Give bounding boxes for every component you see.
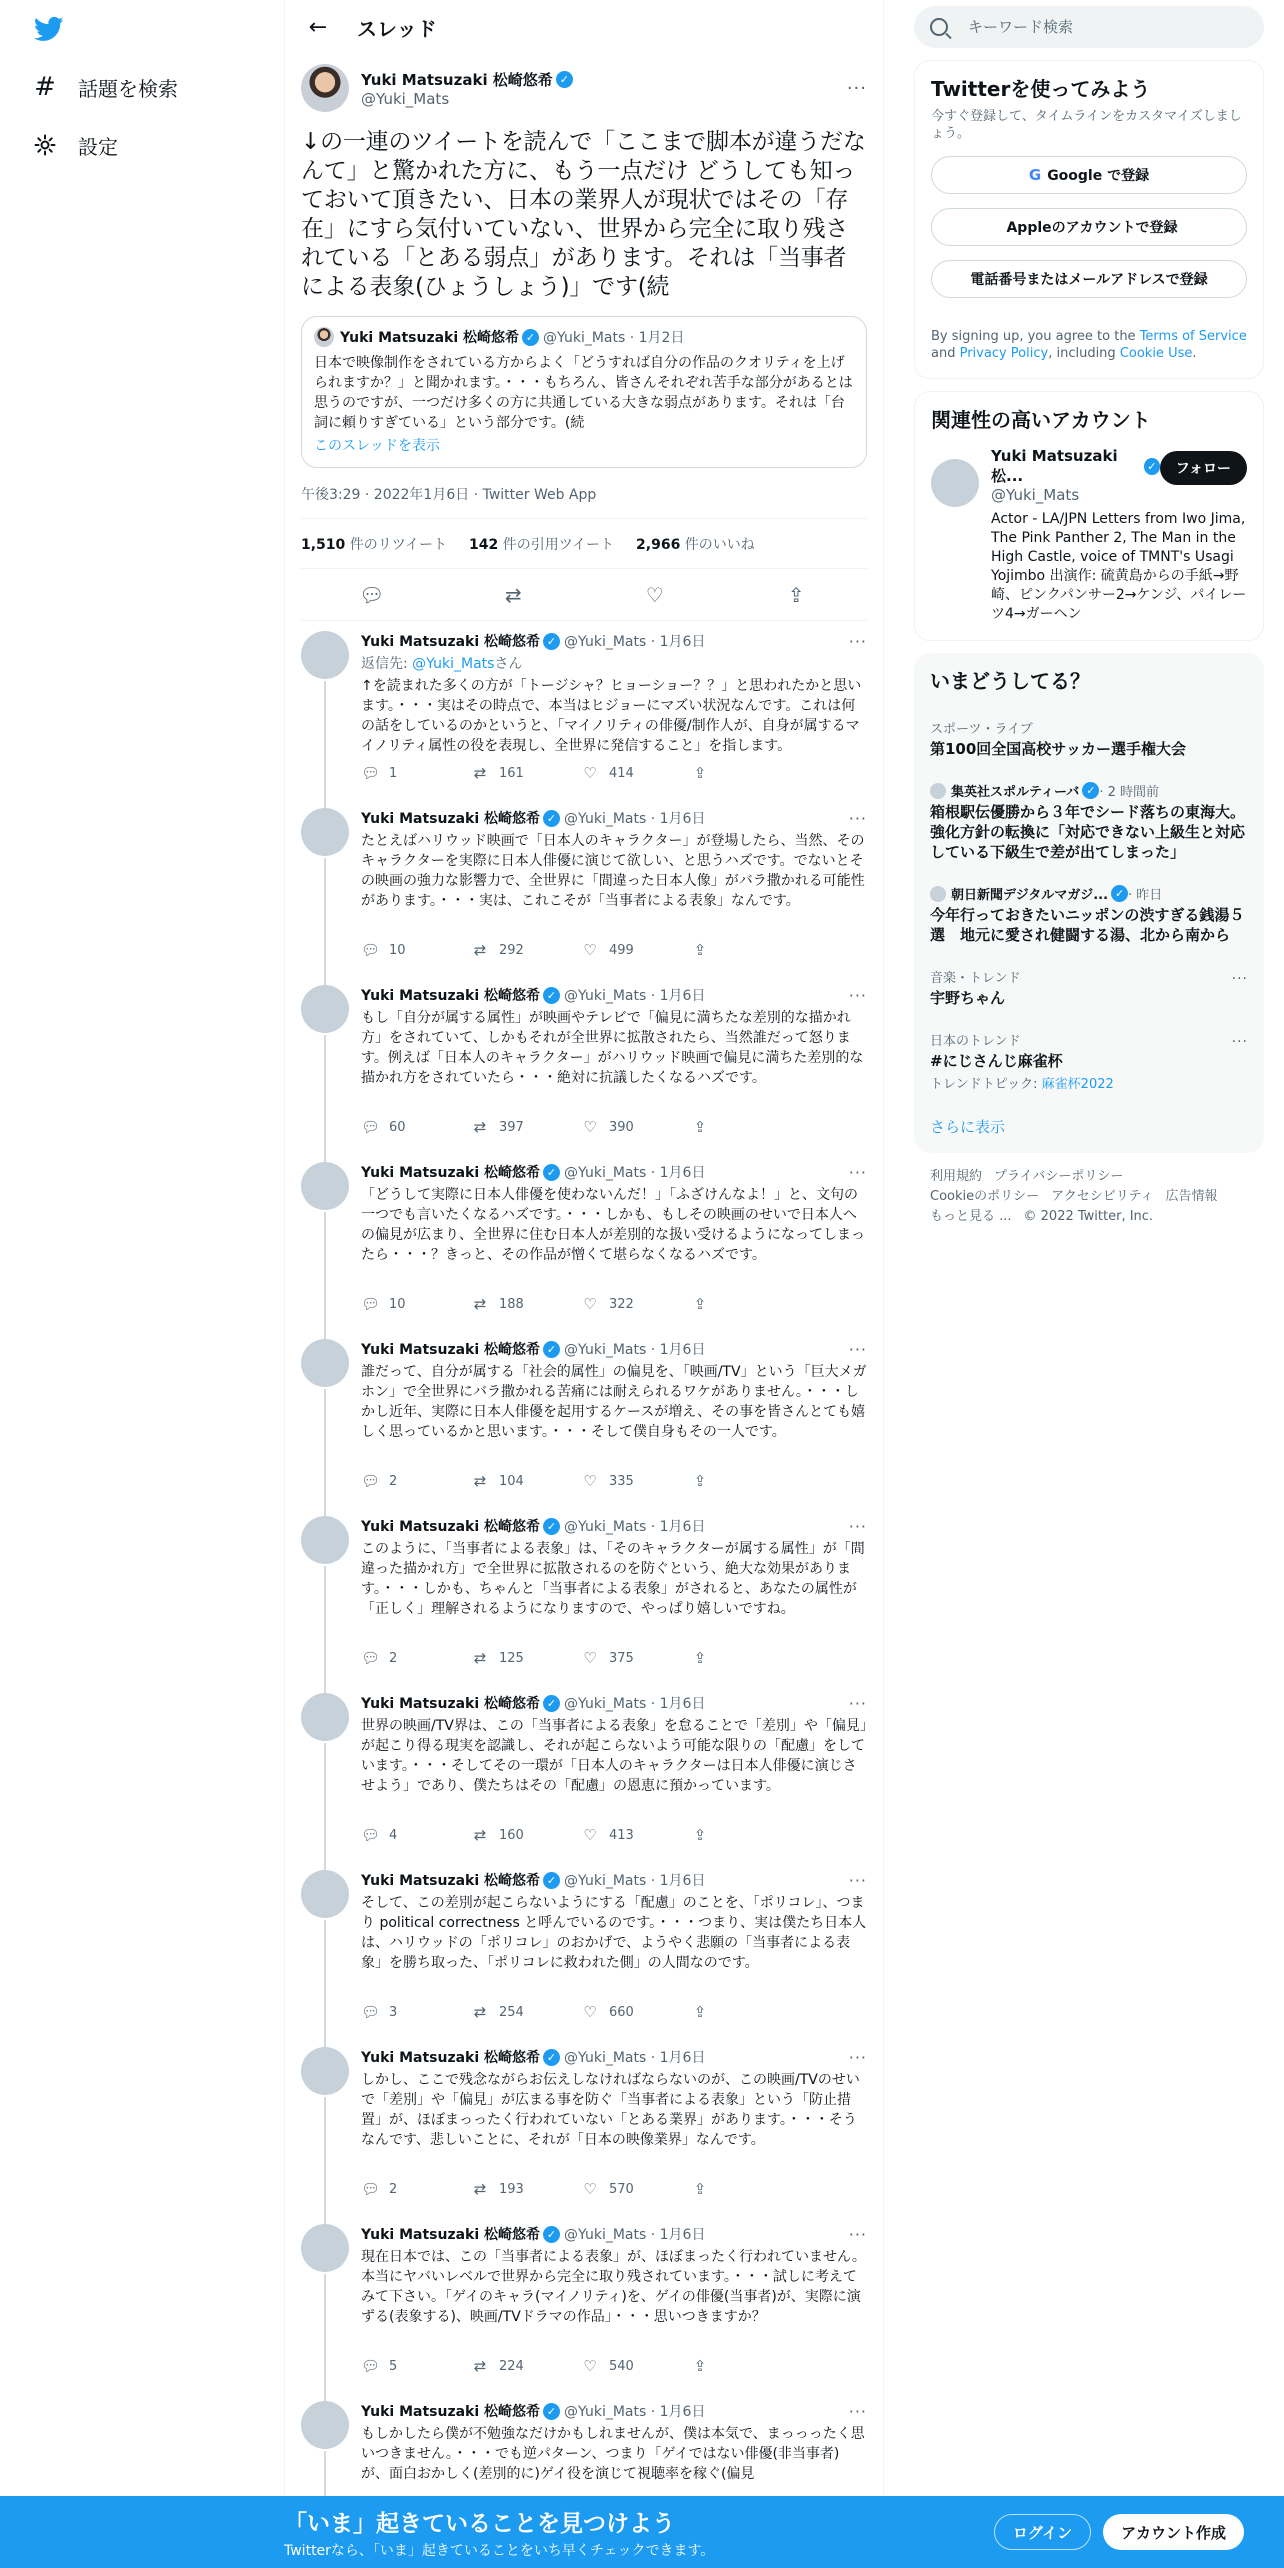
trend-title: #にじさんじ麻雀杯: [930, 1052, 1063, 1070]
login-button[interactable]: ログイン: [994, 2514, 1091, 2550]
reply-icon: 💬︎: [361, 764, 381, 782]
google-logo-icon: G: [1028, 166, 1042, 184]
more-options-icon[interactable]: ···: [848, 2047, 867, 2067]
avatar[interactable]: [301, 64, 349, 112]
footer-link[interactable]: Cookieのポリシー: [930, 1189, 1040, 1204]
reply-to-link[interactable]: @Yuki_Mats: [412, 656, 495, 672]
avatar[interactable]: [301, 2224, 349, 2272]
reply-actions: [361, 941, 801, 959]
more-options-icon[interactable]: ···: [1231, 1034, 1248, 1050]
retweet-icon: ⇄: [473, 2003, 487, 2021]
like-icon: ♡: [583, 1826, 597, 1844]
trend-item[interactable]: [914, 874, 1264, 957]
reply-icon: 💬︎: [361, 1649, 381, 1667]
share-icon: ⇪: [693, 1649, 707, 1667]
reply-meta[interactable]: @Yuki_Mats · 1月6日: [564, 1342, 706, 1358]
more-options-icon[interactable]: ···: [848, 808, 867, 828]
related-account-name[interactable]: Yuki Matsuzaki 松...: [991, 447, 1118, 485]
focal-tweet: [285, 54, 883, 621]
reply-icon: 💬︎: [361, 1472, 381, 1490]
trend-category: 音楽・トレンド: [930, 971, 1021, 986]
retweet-icon: ⇄: [473, 2180, 487, 2198]
related-account-handle[interactable]: @Yuki_Mats: [991, 486, 1080, 504]
phone-email-signup-button[interactable]: 電話番号またはメールアドレスで登録: [931, 260, 1247, 298]
avatar[interactable]: [301, 1870, 349, 1918]
google-signup-button[interactable]: G Google で登録: [931, 156, 1247, 194]
trend-item[interactable]: [914, 1020, 1264, 1104]
retweet-icon: ⇄: [473, 1295, 487, 1313]
reply-author-name[interactable]: Yuki Matsuzaki 松崎悠希: [361, 2050, 541, 2066]
footer-link[interactable]: 広告情報: [1165, 1189, 1218, 1204]
like-button[interactable]: ♡ 414: [581, 764, 691, 782]
reply-author-name[interactable]: Yuki Matsuzaki 松崎悠希: [361, 2227, 541, 2243]
avatar[interactable]: [301, 1339, 349, 1387]
reply-text: 誰だって、自分が属する「社会的属性」の偏見を、「映画/TV」という「巨大メガホン」で全世界にバラ撒かれる苦痛には耐えられるワケがありません。・・・しかし近年、実際に日本人俳優を起用するケースが増え、その事を皆さんとても嬉しく思っているかと思います。・・・そして僕自身もその一人です。: [361, 1364, 867, 1440]
avatar[interactable]: [301, 1162, 349, 1210]
trend-source: 朝日新聞デジタルマガジ... ✓ · 昨日: [930, 884, 1248, 903]
reply-actions: [361, 1472, 801, 1490]
nav-settings-label: 設定: [78, 134, 118, 159]
like-button[interactable]: ♡ 375: [581, 1649, 691, 1667]
reply-tweet[interactable]: [285, 975, 883, 1152]
trend-item[interactable]: [914, 957, 1264, 1020]
more-options-icon[interactable]: ···: [1231, 971, 1248, 987]
reply-text: 「どうして実際に日本人俳優を使わないんだ！」「ふざけんなよ！」と、文句の一つでも言いたくなるハズです。・・・しかも、もしその映画のせいで日本人への偏見が広まり、全世界に住む日本人が差別的な扱い受けるようになってしまったら・・・？きっと、その作品が憎くて堪らなくなるハズです。: [361, 1187, 865, 1263]
reply-text: しかし、ここで残念ながらお伝えしなければならないのが、この映画/TVのせいで「差別」や「偏見」が広まる事を防ぐ「当事者による表象」という「防止措置」が、ほぼまっったく行われていない「とある業界」があります。・・・そうなんです、悲しいことに、それが「日本の映像業界」なんです。: [361, 2072, 860, 2148]
share-button[interactable]: [691, 1649, 801, 1667]
more-options-icon[interactable]: ···: [848, 631, 867, 651]
share-icon: ⇪: [693, 1826, 707, 1844]
retweet-button[interactable]: ⇄ 104: [471, 1472, 581, 1490]
reply-tweet[interactable]: [285, 1683, 883, 1860]
footer-links: [914, 1153, 1264, 1241]
hashtag-icon: #: [34, 72, 56, 102]
avatar[interactable]: [301, 985, 349, 1033]
reply-meta[interactable]: @Yuki_Mats · 1月6日: [564, 1873, 706, 1889]
verified-badge-icon: ✓: [1111, 885, 1128, 902]
reply-author-name[interactable]: Yuki Matsuzaki 松崎悠希: [361, 1165, 541, 1181]
trend-title: 箱根駅伝優勝から３年でシード落ちの東海大。強化方針の転換に「対応できない上級生と対応している下級生で差が出てしまった」: [930, 803, 1246, 861]
like-icon: ♡: [583, 941, 597, 959]
bottom-bar-subtitle: Twitterなら、「いま」起きていることをいち早くチェックできます。: [284, 2542, 715, 2559]
more-options-icon[interactable]: ···: [848, 985, 867, 1005]
like-button[interactable]: ♡ 499: [581, 941, 691, 959]
retweet-icon: ⇄: [473, 1118, 487, 1136]
like-icon: ♡: [583, 2357, 597, 2375]
reply-author-name[interactable]: Yuki Matsuzaki 松崎悠希: [361, 1696, 541, 1712]
share-icon: ⇪: [693, 1295, 707, 1313]
more-options-icon[interactable]: ···: [848, 2224, 867, 2244]
reply-meta[interactable]: @Yuki_Mats · 1月6日: [564, 811, 706, 827]
retweet-icon: ⇄: [473, 1472, 487, 1490]
retweet-button[interactable]: ⇄ 160: [471, 1826, 581, 1844]
reply-meta[interactable]: @Yuki_Mats · 1月6日: [564, 634, 706, 650]
trend-category: 日本のトレンド: [930, 1034, 1021, 1049]
retweet-icon: ⇄: [473, 941, 487, 959]
avatar[interactable]: [301, 2047, 349, 2095]
footer-link[interactable]: 利用規約: [930, 1169, 983, 1184]
footer-link[interactable]: アクセシビリティ: [1051, 1189, 1154, 1204]
reply-meta[interactable]: @Yuki_Mats · 1月6日: [564, 2227, 706, 2243]
verified-badge-icon: ✓: [543, 2403, 560, 2420]
avatar[interactable]: [301, 2401, 349, 2449]
verified-badge-icon: ✓: [522, 329, 539, 346]
trend-title: 宇野ちゃん: [930, 989, 1006, 1007]
share-button[interactable]: [691, 2003, 801, 2021]
reply-tweet[interactable]: [285, 1152, 883, 1329]
footer-link[interactable]: プライバシーポリシー: [994, 1169, 1124, 1184]
more-options-icon[interactable]: ···: [848, 1516, 867, 1536]
reply-to-line: 返信先: @Yuki_Matsさん: [361, 656, 523, 672]
avatar[interactable]: [931, 459, 979, 507]
reply-list: [285, 621, 883, 2568]
verified-badge-icon: ✓: [543, 987, 560, 1004]
retweet-icon: ⇄: [473, 1826, 487, 1844]
reply-icon: 💬︎: [361, 1826, 381, 1844]
nav-explore-label: 話題を検索: [78, 76, 178, 101]
reply-actions: [361, 2180, 801, 2198]
verified-badge-icon: ✓: [543, 810, 560, 827]
reply-text: もし「自分が属する属性」が映画やテレビで「偏見に満ちたな差別的な描かれ方」をされていて、しかもそれが全世界に拡散されたら、当然誰だって怒ります。例えば「日本人のキャラクター」がハリウッド映画で偏見に満ちた差別的な描かれ方をされていたら・・・絶対に抗議したくなるハズです。: [361, 1010, 864, 1086]
trend-topic: トレンドトピック: 麻雀杯2022: [930, 1077, 1114, 1092]
avatar[interactable]: [301, 631, 349, 679]
more-options-icon[interactable]: ···: [848, 1693, 867, 1713]
share-icon: ⇪: [693, 764, 707, 782]
verified-badge-icon: ✓: [543, 1341, 560, 1358]
tweet-actions: [301, 569, 867, 621]
reply-meta[interactable]: @Yuki_Mats · 1月6日: [564, 2404, 706, 2420]
reply-tweet[interactable]: [285, 1506, 883, 1683]
quote-text: 日本で映像制作をされている方からよく「どうすれば自分の作品のクオリティを上げられますか？」と聞かれます。・・・もちろん、皆さんそれぞれ苦手な部分があるとは思うのですが、一つだけ多くの方に共通している大きな弱点があります。それは「台詞に頼りすぎている」という部分です。(続: [314, 355, 853, 431]
source-avatar: [930, 886, 946, 902]
share-icon[interactable]: ⇪: [787, 582, 805, 607]
tweet-stats: [301, 519, 867, 569]
reply-tweet[interactable]: [285, 2037, 883, 2214]
signup-title: Twitterを使ってみよう: [931, 77, 1151, 101]
tweet-text: ↓の一連のツイートを読んで「ここまで脚本が違うだなんて」と驚かれた方に、もう一点だけ どうしても知っておいて頂きたい、日本の業界人が現状ではその「存在」にすら気付いていない、世界から完全に取り残されている「とある弱点」があります。それは「当事者による表象(ひょうしょう)」です(続: [301, 129, 866, 300]
quote-avatar: [314, 327, 334, 347]
reply-actions: [361, 1826, 801, 1844]
verified-badge-icon: ✓: [543, 1518, 560, 1535]
more-options-icon[interactable]: ···: [848, 2401, 867, 2421]
nav-explore[interactable]: [32, 65, 178, 109]
more-options-icon[interactable]: ···: [848, 1162, 867, 1182]
reply-meta[interactable]: @Yuki_Mats · 1月6日: [564, 1696, 706, 1712]
reply-author-name[interactable]: Yuki Matsuzaki 松崎悠希: [361, 2404, 541, 2420]
like-count[interactable]: 2,966 件のいいね: [636, 536, 755, 553]
share-icon: ⇪: [693, 1118, 707, 1136]
share-icon: ⇪: [693, 2180, 707, 2198]
reply-actions: [361, 1118, 801, 1136]
avatar[interactable]: [301, 808, 349, 856]
author-handle[interactable]: @Yuki_Mats: [361, 89, 450, 108]
reply-button[interactable]: 💬︎ 10: [361, 941, 406, 959]
retweet-icon[interactable]: ⇄: [504, 582, 522, 607]
reply-text: 現在日本では、この「当事者による表象」が、ほぼまったく行われていません。本当にヤバいレベルで世界から完全に取り残されています。・・・試しに考えてみて下さい。「ゲイのキャラ(マイノリティ)を、ゲイの俳優(当事者)が、実際に演ずる(表象する)、映画/TVドラマの作品」・・・思いつきますか？: [361, 2249, 866, 2325]
verified-badge-icon: ✓: [543, 2226, 560, 2243]
like-icon: ♡: [583, 2003, 597, 2021]
left-nav: [0, 0, 284, 2568]
share-button[interactable]: [691, 2357, 801, 2375]
reply-tweet[interactable]: [285, 1329, 883, 1506]
like-icon: ♡: [583, 1472, 597, 1490]
like-button[interactable]: ♡ 660: [581, 2003, 691, 2021]
copyright: © 2022 Twitter, Inc.: [1023, 1209, 1154, 1224]
main-column: [284, 0, 884, 2568]
reply-text: このように、「当事者による表象」は、「そのキャラクターが属する属性」が「間違った描かれ方」で全世界に拡散されるのを防ぐという、絶大な効果があります。・・・しかも、ちゃんと「当事者による表象」がされると、あなたの属性が「正しく」理解されるようになりますので、やっぱり嬉しいですね。: [361, 1541, 865, 1617]
share-button[interactable]: [691, 1295, 801, 1313]
retweet-button[interactable]: ⇄ 188: [471, 1295, 581, 1313]
search-bar[interactable]: [914, 6, 1264, 48]
like-icon: ♡: [583, 1295, 597, 1313]
verified-badge-icon: ✓: [1082, 782, 1099, 799]
like-button[interactable]: ♡ 540: [581, 2357, 691, 2375]
trend-topic-link[interactable]: 麻雀杯2022: [1041, 1077, 1114, 1092]
source-avatar: [930, 783, 946, 799]
verified-badge-icon: ✓: [543, 2049, 560, 2066]
author-name[interactable]: Yuki Matsuzaki 松崎悠希: [361, 70, 553, 89]
verified-badge-icon: ✓: [556, 71, 573, 88]
nav-settings[interactable]: [32, 123, 118, 167]
retweet-button[interactable]: ⇄ 292: [471, 941, 581, 959]
reply-icon: 💬︎: [361, 941, 381, 959]
reply-tweet[interactable]: [285, 1860, 883, 2037]
reply-icon: 💬︎: [361, 2357, 381, 2375]
reply-button[interactable]: 💬︎ 60: [361, 1118, 406, 1136]
share-button[interactable]: [691, 1472, 801, 1490]
reply-icon: 💬︎: [361, 1118, 381, 1136]
like-button[interactable]: ♡ 570: [581, 2180, 691, 2198]
bottom-bar-title: 「いま」起きていることを見つけよう: [284, 2510, 675, 2537]
share-button[interactable]: [691, 1826, 801, 1844]
reply-button[interactable]: 💬︎ 2: [361, 1472, 398, 1490]
apple-signup-button[interactable]: Appleのアカウントで登録: [931, 208, 1247, 246]
reply-button[interactable]: 💬︎ 2: [361, 2180, 398, 2198]
signup-subtitle: 今すぐ登録して、タイムラインをカスタマイズしましょう。: [931, 109, 1242, 141]
terms-link[interactable]: Terms of Service: [1139, 329, 1247, 344]
search-icon: [930, 18, 948, 36]
footer-link[interactable]: もっと見る ...: [930, 1209, 1012, 1224]
gear-icon: [32, 132, 58, 158]
reply-text: 世界の映画/TV界は、この「当事者による表象」を怠ることで「差別」や「偏見」が起こり得る現実を認識し、それが起こらないよう可能な限りの「配慮」をしています。・・・そしてその一環が「日本人のキャラクターは日本人俳優に演じさせよう」であり、僕たちはその「配慮」の恩恵に預かっています。: [361, 1718, 867, 1794]
show-thread-link[interactable]: このスレッドを表示: [314, 438, 440, 454]
share-icon: ⇪: [693, 1472, 707, 1490]
signup-button[interactable]: アカウント作成: [1103, 2514, 1244, 2550]
twitter-bird-icon[interactable]: [32, 14, 66, 44]
avatar[interactable]: [301, 1516, 349, 1564]
share-icon: ⇪: [693, 2003, 707, 2021]
reply-author-name[interactable]: Yuki Matsuzaki 松崎悠希: [361, 1519, 541, 1535]
retweet-icon: ⇄: [473, 2357, 487, 2375]
reply-actions: [361, 2003, 801, 2021]
page-title: スレッド: [357, 16, 437, 41]
reply-button[interactable]: 💬︎ 2: [361, 1649, 398, 1667]
right-sidebar: [914, 0, 1264, 1241]
reply-text: たとえばハリウッド映画で「日本人のキャラクター」が登場したら、当然、そのキャラクターを実際に日本人俳優に演じて欲しい、と思うハズです。でないとその映画の強力な影響力で、全世界に「間違った日本人像」がバラ撒かれる可能性があります。・・・実は、これこそが「当事者による表象」なんです。: [361, 833, 865, 909]
trends-panel: [914, 653, 1264, 1153]
retweet-button[interactable]: ⇄ 254: [471, 2003, 581, 2021]
more-options-icon[interactable]: ···: [848, 1339, 867, 1359]
signup-panel: [914, 60, 1264, 379]
reply-button[interactable]: 💬︎ 5: [361, 2357, 398, 2375]
share-button[interactable]: [691, 764, 801, 782]
thread-header: [285, 0, 883, 54]
reply-text: ↑を読まれた多くの方が「トージシャ？ヒョーショー？？」と思われたかと思います。・・・実はその時点で、本当はヒジョーにマズい状況なんです。これは何の話をしているのかというと、「マイノリティの俳優/制作人が、自身が属するマイノリティ属性の役を表現し、全世界に発信すること」を指します。: [361, 678, 862, 754]
verified-badge-icon: ✓: [543, 633, 560, 650]
reply-tweet[interactable]: [285, 2214, 883, 2391]
reply-text: そして、この差別が起こらないようにする「配慮」のことを、「ポリコレ」、つまり political correctness と呼んでいるのです。・・・つまり、実は僕たち日本人は、ハリウッドの「ポリコレ」のおかげで、ようやく悲願の「当事者による表象」を勝ち取った、「ポリコレに救われた側」の人間なのです。: [361, 1895, 867, 1971]
follow-button[interactable]: フォロー: [1160, 451, 1247, 485]
related-accounts-panel: [914, 391, 1264, 641]
like-button[interactable]: ♡ 413: [581, 1826, 691, 1844]
search-input[interactable]: [968, 18, 1228, 36]
retweet-icon: ⇄: [473, 1649, 487, 1667]
signup-terms: By signing up, you agree to the Terms of Service and Privacy Policy, including Cookie Use.: [931, 329, 1247, 361]
retweet-button[interactable]: ⇄ 397: [471, 1118, 581, 1136]
reply-tweet[interactable]: [285, 798, 883, 975]
reply-icon: 💬︎: [361, 2180, 381, 2198]
related-account-bio: Actor - LA/JPN Letters from Iwo Jima, The Pink Panther 2, The Man in the High Castle, voice of TMNT's Usagi Yojimbo 出演作: 硫黄島からの手紙→野崎、ピンクパンサー2→ケンジ、パイレーツ4→ガーヘン: [991, 511, 1247, 622]
reply-button[interactable]: 💬︎ 10: [361, 1295, 406, 1313]
trend-title: 第100回全国高校サッカー選手権大会: [930, 740, 1187, 758]
verified-badge-icon: ✓: [543, 1164, 560, 1181]
like-button[interactable]: ♡ 322: [581, 1295, 691, 1313]
bottom-signup-bar: [0, 2496, 1284, 2568]
quote-meta: @Yuki_Mats · 1月2日: [543, 330, 685, 346]
retweet-icon: ⇄: [473, 764, 487, 782]
trend-category: スポーツ・ライブ: [930, 722, 1033, 737]
retweet-button[interactable]: ⇄ 161: [471, 764, 581, 782]
like-icon: ♡: [583, 2180, 597, 2198]
reply-icon[interactable]: 💬︎: [359, 582, 385, 607]
reply-button[interactable]: 💬︎ 1: [361, 764, 398, 782]
trend-item[interactable]: [914, 708, 1264, 771]
retweet-button[interactable]: ⇄ 193: [471, 2180, 581, 2198]
related-account[interactable]: [915, 433, 1263, 640]
avatar[interactable]: [301, 1693, 349, 1741]
privacy-link[interactable]: Privacy Policy: [959, 346, 1049, 361]
verified-badge-icon: ✓: [1144, 458, 1160, 475]
share-icon: ⇪: [693, 2357, 707, 2375]
reply-meta[interactable]: @Yuki_Mats · 1月6日: [564, 988, 706, 1004]
share-button[interactable]: [691, 941, 801, 959]
like-button[interactable]: ♡ 335: [581, 1472, 691, 1490]
trend-item[interactable]: [914, 771, 1264, 874]
reply-meta[interactable]: @Yuki_Mats · 1月6日: [564, 1519, 706, 1535]
reply-button[interactable]: 💬︎ 3: [361, 2003, 398, 2021]
show-more-link[interactable]: さらに表示: [930, 1118, 1006, 1136]
verified-badge-icon: ✓: [543, 1695, 560, 1712]
trend-source: 集英社スポルティーバ ✓ · 2 時間前: [930, 781, 1248, 800]
reply-tweet[interactable]: [285, 621, 883, 798]
quote-count[interactable]: 142 件の引用ツイート: [469, 536, 615, 553]
like-icon[interactable]: ♡: [645, 582, 664, 607]
reply-meta[interactable]: @Yuki_Mats · 1月6日: [564, 1165, 706, 1181]
like-icon: ♡: [583, 1118, 597, 1136]
like-button[interactable]: ♡ 390: [581, 1118, 691, 1136]
verified-badge-icon: ✓: [543, 1872, 560, 1889]
share-button[interactable]: [691, 1118, 801, 1136]
reply-author-name[interactable]: Yuki Matsuzaki 松崎悠希: [361, 1873, 541, 1889]
reply-author-name[interactable]: Yuki Matsuzaki 松崎悠希: [361, 988, 541, 1004]
share-icon: ⇪: [693, 941, 707, 959]
trend-title: 今年行っておきたいニッポンの渋すぎる銭湯５選 地元に愛され健闘する湯、北から南から: [930, 906, 1245, 944]
reply-author-name[interactable]: Yuki Matsuzaki 松崎悠希: [361, 634, 541, 650]
related-title: 関連性の高いアカウント: [931, 408, 1151, 432]
reply-meta[interactable]: @Yuki_Mats · 1月6日: [564, 2050, 706, 2066]
quote-author-name: Yuki Matsuzaki 松崎悠希: [340, 330, 520, 346]
more-options-icon[interactable]: ···: [846, 77, 867, 99]
back-arrow-icon[interactable]: ←: [308, 14, 328, 40]
reply-actions: [361, 764, 801, 782]
like-icon: ♡: [583, 1649, 597, 1667]
reply-author-name[interactable]: Yuki Matsuzaki 松崎悠希: [361, 811, 541, 827]
reply-actions: [361, 2357, 801, 2375]
quoted-tweet[interactable]: [301, 316, 867, 468]
retweet-count[interactable]: 1,510 件のリツイート: [301, 536, 448, 553]
reply-icon: 💬︎: [361, 2003, 381, 2021]
reply-text: もしかしたら僕が不勉強なだけかもしれませんが、僕は本気で、まっっったく思いつきません。・・・でも逆パターン、つまり「ゲイではない俳優(非当事者)が、面白おかしく(差別的に)ゲイ役を演じて視聴率を稼ぐ(偏見: [361, 2426, 865, 2482]
trends-title: いまどうしてる？: [930, 669, 1090, 693]
cookie-link[interactable]: Cookie Use: [1119, 346, 1193, 361]
share-button[interactable]: [691, 2180, 801, 2198]
like-icon: ♡: [583, 764, 597, 782]
reply-actions: [361, 1649, 801, 1667]
reply-button[interactable]: 💬︎ 4: [361, 1826, 398, 1844]
tweet-timestamp[interactable]: 午後3:29 · 2022年1月6日 · Twitter Web App: [301, 484, 867, 519]
reply-author-name[interactable]: Yuki Matsuzaki 松崎悠希: [361, 1342, 541, 1358]
reply-icon: 💬︎: [361, 1295, 381, 1313]
more-options-icon[interactable]: ···: [848, 1870, 867, 1890]
retweet-button[interactable]: ⇄ 224: [471, 2357, 581, 2375]
retweet-button[interactable]: ⇄ 125: [471, 1649, 581, 1667]
reply-actions: [361, 1295, 801, 1313]
